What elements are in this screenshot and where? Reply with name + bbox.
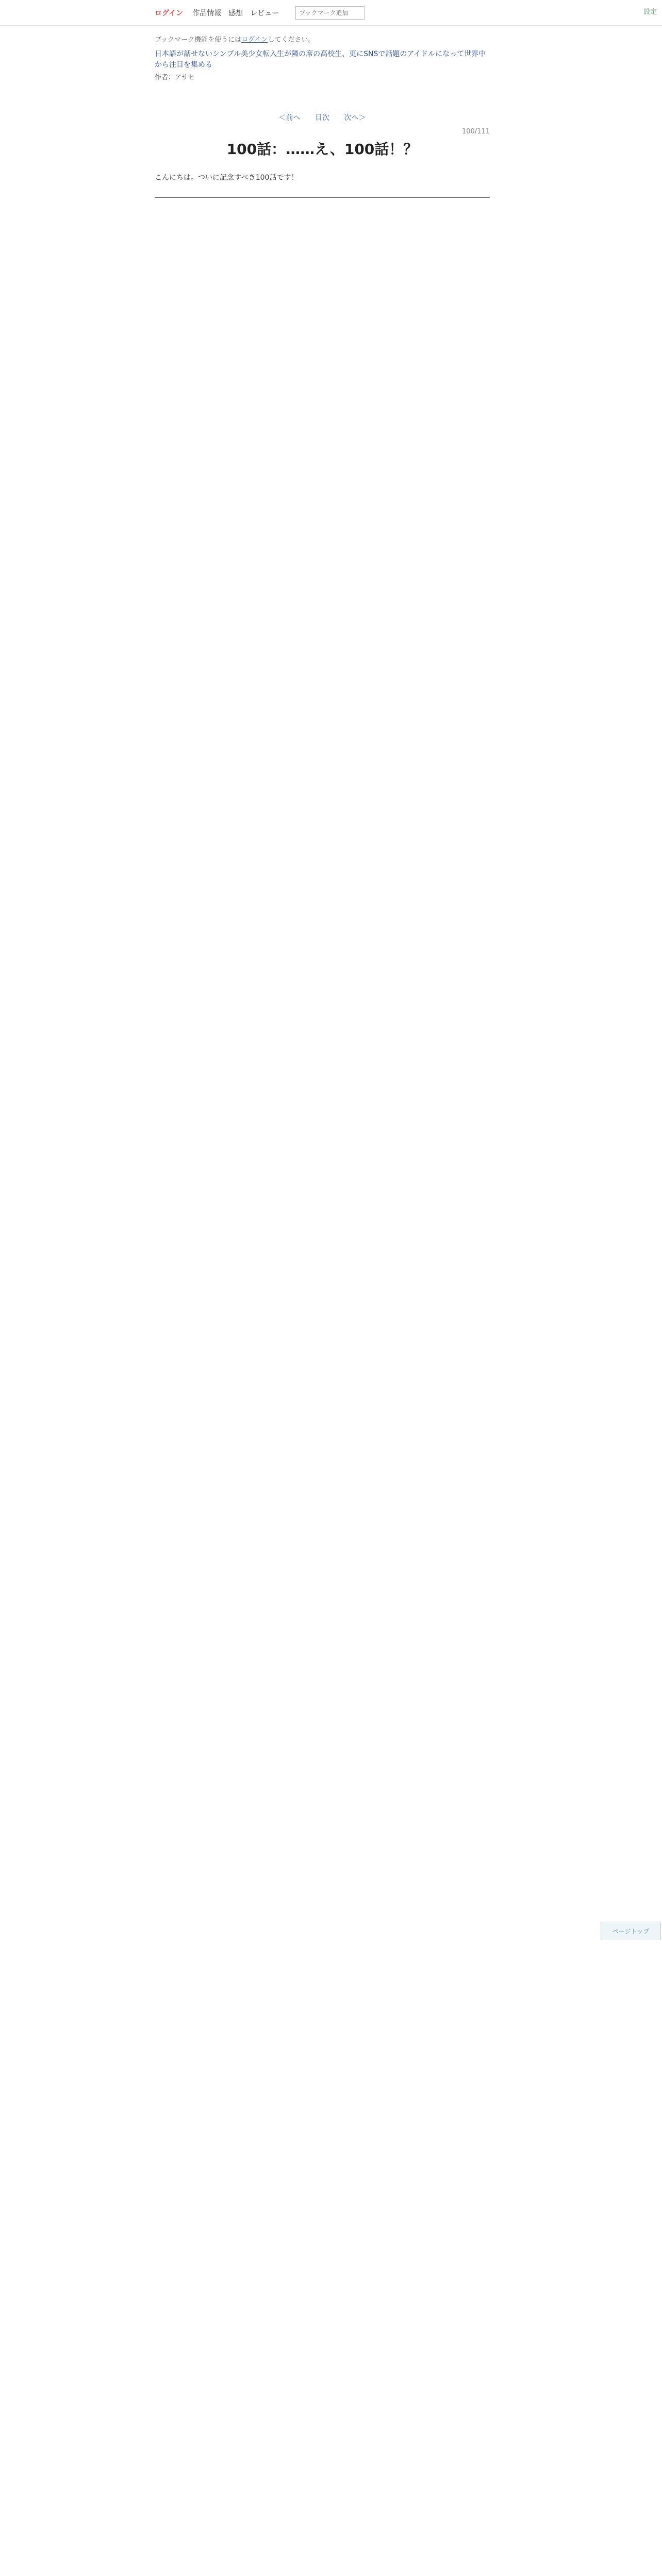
page-top-button[interactable]: ページトップ xyxy=(601,1922,661,1940)
site-header xyxy=(0,0,662,26)
notice-login-link[interactable]: ログイン xyxy=(241,36,268,44)
nav-item[interactable]: 作品情報 xyxy=(192,9,222,18)
toc-link[interactable]: 目次 xyxy=(315,114,329,122)
chapter-counter: 100/111 xyxy=(461,128,490,135)
main-content xyxy=(155,26,490,198)
next-chapter-link[interactable]: 次へ＞ xyxy=(344,114,366,122)
author-name[interactable]: 作者：アサヒ xyxy=(155,74,195,81)
chapter-pager xyxy=(155,112,490,123)
nav-item[interactable]: 感想 xyxy=(228,9,243,18)
notice-prefix: ブックマーク機能を使うには xyxy=(155,36,242,44)
login-notice xyxy=(155,34,490,44)
notice-suffix: してください。 xyxy=(268,36,315,44)
settings-link[interactable]: 設定 xyxy=(643,8,657,16)
chapter-title: 100話：……え、100話！？ xyxy=(226,141,418,158)
chapter-preface: こんにちは。ついに記念すべき100話です！ xyxy=(155,174,299,182)
bookmark-input[interactable] xyxy=(295,6,365,20)
nav-item[interactable]: レビュー xyxy=(250,9,279,18)
preface-divider xyxy=(155,197,490,198)
prev-chapter-link[interactable]: ＜前へ xyxy=(278,114,301,122)
series-title[interactable]: 日本語が話せないシンプル美少女転入生が隣の席の高校生、更にSNSで話題のアイドルになって世界中から注目を集める xyxy=(155,50,486,69)
nav-bar xyxy=(192,8,286,18)
login-link[interactable]: ログイン xyxy=(155,9,184,18)
